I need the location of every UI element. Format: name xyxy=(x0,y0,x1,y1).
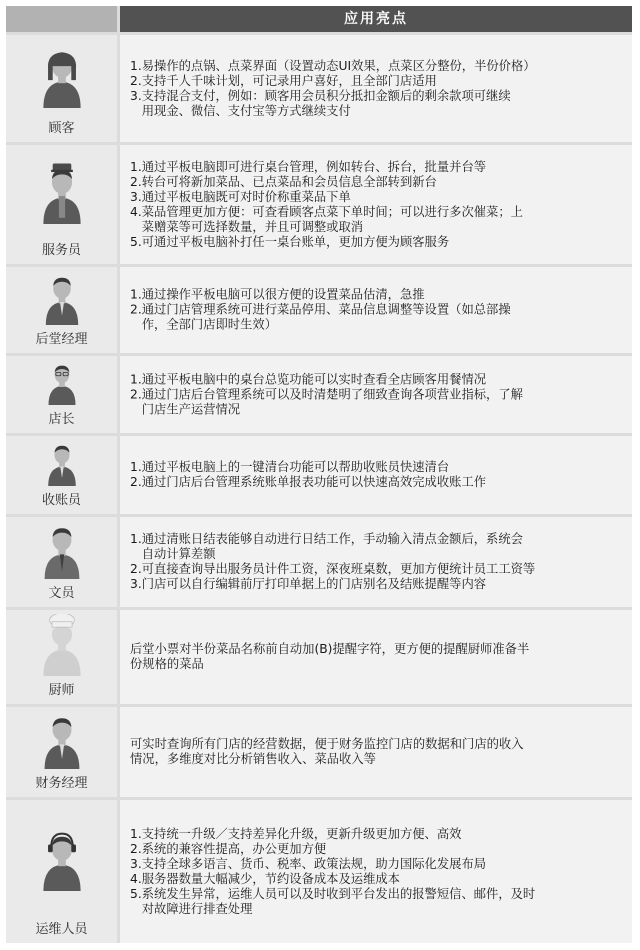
table-row xyxy=(6,707,632,797)
header-title: 应用亮点 xyxy=(120,6,632,32)
description-line: 作，全部门店即时生效） xyxy=(130,317,277,332)
description-cell xyxy=(120,145,632,264)
description-line: 情况，多维度对比分析销售收入、菜品收入等 xyxy=(130,752,376,766)
description-line: 2.通过门店后台管理系统可以及时清楚明了细致查询各项营业指标，了解 xyxy=(130,387,523,401)
role-label: 后堂经理 xyxy=(35,332,88,347)
description-list xyxy=(130,737,622,767)
description-line: 2.可直接查询导出服务员计件工资，深夜班桌数，更加方便统计员工工资等 xyxy=(130,562,536,576)
role-label: 财务经理 xyxy=(35,776,88,791)
description-line: 2.系统的兼容性提高，办公更加方便 xyxy=(130,841,327,856)
role-cell xyxy=(6,800,117,943)
description-line: 对故障进行排查处理 xyxy=(130,901,253,916)
description-list xyxy=(130,827,622,917)
description-line: 门店生产运营情况 xyxy=(130,402,241,416)
role-cell xyxy=(6,517,117,607)
description-cell xyxy=(120,267,632,353)
description-list xyxy=(130,532,622,592)
role-cell xyxy=(6,145,117,264)
description-cell xyxy=(120,35,632,142)
customer-icon xyxy=(38,46,85,112)
table-row xyxy=(6,356,632,433)
role-cell xyxy=(6,267,117,353)
description-line: 3.支持全球多语言、货币、税率、政策法规，助力国际化发展布局 xyxy=(130,856,487,871)
description-line: 5.可通过平板电脑补打任一桌台账单，更加方便为顾客服务 xyxy=(130,234,450,249)
description-line: 2.支持千人千味计划，可记录用户喜好，且全部门店适用 xyxy=(130,73,437,88)
description-line: 份规格的菜品 xyxy=(130,657,204,671)
description-line: 1.通过操作平板电脑可以很方便的设置菜品估清，急推 xyxy=(130,287,425,302)
table-row xyxy=(6,610,632,704)
role-label: 文员 xyxy=(48,586,75,601)
description-list xyxy=(130,642,622,672)
description-line: 2.通过门店后台管理系统账单报表功能可以快速高效完成收账工作 xyxy=(130,475,487,489)
description-line: 1.通过平板电脑上的一键清台功能可以帮助收账员快速清台 xyxy=(130,460,450,474)
description-line: 1.易操作的点锅、点菜界面（设置动态UI效果，点菜区分整份，半份价格） xyxy=(130,58,536,73)
waiter-icon xyxy=(38,162,85,228)
description-line: 4.服务器数量大幅减少，节约设备成本及运维成本 xyxy=(130,871,400,886)
description-line: 1.通过平板电脑即可进行桌台管理，例如转台、拆台，批量并台等 xyxy=(130,159,487,174)
description-cell xyxy=(120,436,632,514)
description-list xyxy=(130,288,622,333)
role-cell xyxy=(6,35,117,142)
description-cell xyxy=(120,356,632,433)
role-cell xyxy=(6,436,117,514)
clerk-icon xyxy=(40,521,84,583)
description-line: 4.菜品管理更加方便：可查看顾客点菜下单时间；可以进行多次催菜；上 xyxy=(130,204,523,219)
description-line: 1.通过平板电脑中的桌台总览功能可以实时查看全店顾客用餐情况 xyxy=(130,372,487,386)
role-cell xyxy=(6,356,117,433)
highlights-table xyxy=(6,6,632,943)
role-label: 顾客 xyxy=(48,121,75,136)
cashier-icon xyxy=(44,440,79,490)
description-cell xyxy=(120,707,632,797)
description-line: 自动计算差额 xyxy=(130,547,216,561)
description-line: 5.系统发生异常，运维人员可以及时收到平台发出的报警短信、邮件，及时 xyxy=(130,886,536,901)
role-label: 厨师 xyxy=(48,683,75,698)
description-line: 菜赠菜等可选择数量，并且可调整或取消 xyxy=(130,219,364,234)
role-label: 运维人员 xyxy=(35,922,88,937)
description-cell xyxy=(120,517,632,607)
description-line: 2.通过门店管理系统可进行菜品停用、菜品信息调整等设置（如总部操 xyxy=(130,302,511,317)
role-label: 服务员 xyxy=(41,243,81,258)
table-row xyxy=(6,436,632,514)
description-list xyxy=(130,160,622,250)
description-cell xyxy=(120,610,632,704)
description-line: 2.转台可将新加菜品、已点菜品和会员信息全部转到新台 xyxy=(130,174,437,189)
kitchen-manager-icon xyxy=(41,271,82,329)
table-row xyxy=(6,145,632,264)
header-role-column xyxy=(6,6,117,32)
description-line: 可实时查询所有门店的经营数据，便于财务监控门店的数据和门店的收入 xyxy=(130,737,524,751)
store-manager-icon xyxy=(45,360,79,409)
table-row xyxy=(6,800,632,943)
description-line: 3.门店可以自行编辑前厅打印单据上的门店别名及结账提醒等内容 xyxy=(130,577,487,591)
description-line: 1.支持统一升级／支持差异化升级，更新升级更加方便、高效 xyxy=(130,826,462,841)
description-line: 3.通过平板电脑既可对时价称重菜品下单 xyxy=(130,189,351,204)
description-line: 1.通过清账日结表能够自动进行日结工作，手动输入清点金额后，系统会 xyxy=(130,532,523,546)
description-line: 用现金、微信、支付宝等方式继续支付 xyxy=(130,103,351,118)
description-list xyxy=(130,59,622,119)
role-label: 店长 xyxy=(48,412,75,427)
table-row xyxy=(6,517,632,607)
description-line: 后堂小票对半份菜品名称前自动加(B)提醒字符，更方便的提醒厨师准备半 xyxy=(130,642,530,656)
role-label: 收账员 xyxy=(41,493,81,508)
ops-staff-icon xyxy=(38,829,85,895)
finance-manager-icon xyxy=(40,711,84,773)
role-cell xyxy=(6,707,117,797)
table-header xyxy=(6,6,632,32)
chef-icon xyxy=(38,614,85,680)
description-line: 3.支持混合支付，例如：顾客用会员积分抵扣金额后的剩余款项可继续 xyxy=(130,88,511,103)
description-cell xyxy=(120,800,632,943)
description-list xyxy=(130,460,622,490)
role-cell xyxy=(6,610,117,704)
table-row xyxy=(6,267,632,353)
table-row xyxy=(6,35,632,142)
description-list xyxy=(130,372,622,417)
